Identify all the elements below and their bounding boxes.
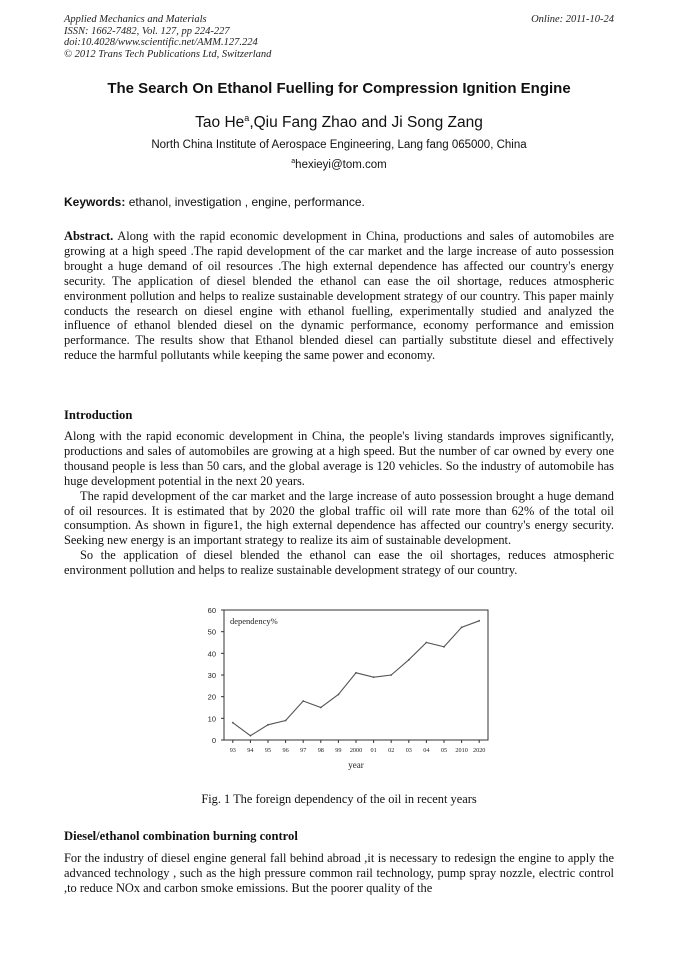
diesel-section-body: For the industry of diesel engine general fall behind abroad ,it is necessary to redesign the engine to apply the advanced technology , such as the high pressure common rail technology, pump spray nozzle, electric control ,to reduce NOx and carbon smoke emissions. But the poorer quality of the — [64, 851, 614, 895]
x-tick-label: 04 — [423, 747, 430, 754]
y-tick-label: 30 — [207, 671, 216, 680]
introduction-heading: Introduction — [64, 408, 133, 422]
figure-1 — [192, 604, 500, 776]
data-point — [267, 724, 269, 726]
email-line — [0, 158, 678, 171]
email-superscript: a — [291, 158, 296, 165]
x-tick-label: 2000 — [349, 747, 363, 754]
x-axis-title: year — [348, 760, 364, 770]
first-author: Tao He — [195, 114, 245, 132]
y-tick-label: 10 — [207, 714, 216, 724]
data-point — [250, 735, 252, 737]
data-point — [478, 620, 480, 622]
abstract — [64, 229, 614, 363]
issn-line: ISSN: 1662-7482, Vol. 127, pp 224-227 — [64, 25, 230, 37]
x-tick-label: 98 — [317, 747, 324, 754]
data-point — [443, 646, 445, 648]
data-point — [320, 707, 322, 709]
data-point — [355, 672, 357, 674]
introduction-body — [64, 429, 614, 578]
intro-paragraph-2: The rapid development of the car market and the large increase of auto possession brought a huge demand of oil resources. It is estimated that by 2020 the global traffic oil will rate more than 62% of the total oil consumption. As shown in figure1, the high external dependence has affected our country's energy security. Seeking new energy is an important strategy to realize its aim of sustainable development. — [64, 488, 614, 548]
journal-header — [64, 14, 614, 60]
data-point — [390, 674, 392, 676]
data-point — [285, 720, 287, 722]
abstract-label: Abstract. — [64, 229, 114, 243]
y-tick-label: 60 — [207, 606, 216, 615]
data-point — [461, 626, 463, 628]
x-tick-label: 96 — [282, 747, 289, 754]
copyright-line: © 2012 Trans Tech Publications Ltd, Switzerland — [64, 48, 272, 60]
keywords-label: Keywords: — [64, 195, 126, 209]
paper-title: The Search On Ethanol Fuelling for Compression Ignition Engine — [107, 80, 571, 97]
journal-name: Applied Mechanics and Materials — [64, 14, 207, 25]
figure-caption: Fig. 1 The foreign dependency of the oil in recent years — [201, 792, 477, 806]
data-point — [426, 642, 428, 644]
x-tick-label: 01 — [370, 747, 377, 754]
doi-line: doi:10.4028/www.scientific.net/AMM.127.224 — [64, 37, 258, 48]
data-point — [408, 659, 410, 661]
x-tick-label: 2020 — [473, 747, 486, 754]
email-address: hexieyi@tom.com — [295, 158, 387, 171]
x-tick-label: 05 — [440, 747, 448, 754]
x-tick-label: 02 — [388, 747, 395, 754]
y-tick-label: 0 — [211, 736, 216, 745]
author-superscript: a — [244, 113, 250, 123]
x-tick-label: 97 — [300, 747, 307, 754]
x-tick-label: 94 — [247, 747, 254, 754]
other-authors: ,Qiu Fang Zhao and Ji Song Zang — [249, 114, 483, 132]
affiliation: North China Institute of Aerospace Engineering, Lang fang 065000, China — [151, 139, 527, 151]
intro-paragraph-3: So the application of diesel blended the ethanol can ease the oil shortages, reduces atmospheric environment pollution and helps to realize sustainable development strategy of our country. — [64, 548, 614, 578]
y-tick-label: 20 — [207, 692, 216, 702]
data-point — [338, 694, 340, 696]
online-date: Online: 2011-10-24 — [531, 14, 614, 25]
author-list — [0, 113, 678, 132]
data-point — [302, 700, 304, 702]
x-tick-label: 2010 — [455, 747, 468, 754]
plot-frame — [224, 610, 488, 740]
x-tick-label: 03 — [405, 747, 412, 754]
dependency-series-line — [233, 621, 479, 736]
y-tick-label: 50 — [207, 627, 216, 637]
data-point — [373, 676, 375, 678]
abstract-text: Along with the rapid economic development in China, productions and sales of automobiles are growing at a high speed .The rapid development of the car market and the large increase of auto possession brought a huge demand of oil resources .The high external dependence has affected our country's energy security. The application of diesel blended the ethanol can ease the oil shortage, reduces atmospheric environment pollution and helps to realize sustainable development strategy of our country. This paper mainly conducts the research on diesel engine with ethanol fuelling, experimentally studied and analyzed the influence of ethanol blended diesel on the dynamic performance, economy performance and emission performance. The results show that Ethanol blended diesel can partially substitute diesel and effectively reduce the harmful pollutants while keeping the same power and economy. — [64, 229, 614, 363]
data-point — [232, 722, 234, 724]
keywords-text: ethanol, investigation , engine, performance. — [125, 195, 365, 209]
intro-paragraph-1: Along with the rapid economic development in China, the people's living standards improves significantly, productions and sales of automobiles are growing at a high speed. But the number of car owned by every one thousand people is less than 50 cars, and the global average is 120 vehicles. So the industry of automobile has huge development potential in the next 20 years. — [64, 429, 614, 488]
dependency-chart — [192, 604, 500, 776]
x-tick-label: 99 — [335, 747, 342, 754]
x-tick-label: 93 — [229, 747, 236, 754]
y-tick-label: 40 — [207, 649, 216, 659]
legend-label: dependency% — [230, 616, 278, 626]
x-tick-label: 95 — [264, 747, 272, 754]
keywords — [64, 195, 614, 209]
diesel-section-heading: Diesel/ethanol combination burning control — [64, 829, 298, 843]
